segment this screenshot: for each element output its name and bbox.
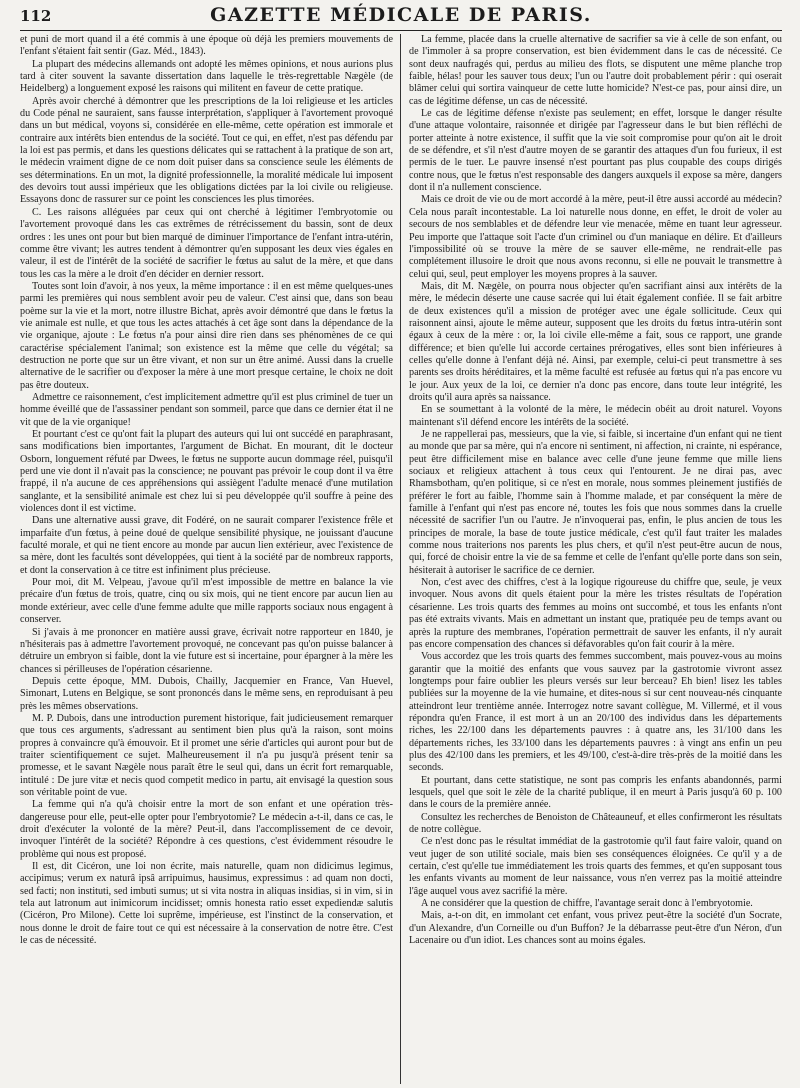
paragraph: La plupart des médecins allemands ont adopté les mêmes opinions, et nous aurions plus tard à citer souvent la savante dissertation dans laquelle le très-regrettable Nægèle (de Heidelberg) a longuement exposé les raisons qui militent en faveur de cette pratique.: [20, 58, 393, 95]
left-column: [20, 34, 400, 1084]
page-header: [20, 0, 782, 30]
paragraph: Après avoir cherché à démontrer que les prescriptions de la loi religieuse et les articles du Code pénal ne sauraient, sans fausse interprétation, s'appliquer à l'avortement provoqué dans un but médical, voyons si, considérée en elle-même, cette opération est immorale et contraire aux intérêts bien entendus de la société. Tout ce qui, en effet, n'est pas défendu par la loi est pas permis, et dans les questions délicates qui se rattachent à la pratique de son art, le médecin vraiment digne de ce nom doit puiser dans sa conscience seule les éléments de ses déterminations. En un mot, la dignité professionnelle, la moralité médicale lui imposent des devoirs tout aussi impérieux que les obligations dictées par la loi civile ou religieuse. Essayons donc de rassurer sur ce point les consciences les plus timorées.: [20, 95, 393, 206]
running-title: GAZETTE MÉDICALE DE PARIS.: [210, 4, 592, 26]
paragraph: En se soumettant à la volonté de la mère, le médecin obéit au droit naturel. Voyons maintenant s'il défend encore les intérêts de la société.: [409, 404, 782, 428]
paragraph: Et pourtant, dans cette statistique, ne sont pas compris les enfants abandonnés, parmi lesquels, quel que soit le zèle de la charité publique, il en meurt à Paris jusqu'à 60 p. 100 dans le cours de la première année.: [409, 774, 782, 811]
paragraph: et puni de mort quand il a été commis à une époque où déjà les premiers mouvements de l'enfant s'étaient fait sentir (Gaz. Méd., 1843).: [20, 34, 393, 58]
paragraph: Je ne rappellerai pas, messieurs, que la vie, si faible, si incertaine d'un enfant qui ne tient au monde que par sa mère, qui n'a encore ni sentiment, ni affection, ni crainte, ni espérance, peut être difficilement mise en balance avec celle d'une jeune femme que mille liens sociaux et religieux attachent à tous ceux qui l'entourent. Je ne dirai pas, avec Rhamsbotham, qu'en politique, si ce n'est en morale, nous sommes pleinement justifiés de préférer le fort au faible, l'homme sain à l'homme malade, et par conséquent la mère de famille à l'enfant qui n'est pas encore né, toutes les fois que nous sommes dans la cruelle nécessité de sacrifier l'un ou l'autre. Je n'invoquerai pas, enfin, le plus ancien de tous les principes de morale, la base de toute justice médicale, c'est qu'il faut traiter les malades comme nous traiterions nos parents les plus chers, et qu'il n'est peut-être aucun de nous, qui, forcé de choisir entre la vie de sa femme et celle de l'enfant qu'elle porte dans son sein, hésiterait à autoriser le sacrifice de ce dernier.: [409, 429, 782, 576]
text-columns: [20, 34, 782, 1084]
paragraph: Dans une alternative aussi grave, dit Fodéré, on ne saurait comparer l'existence frêle et imparfaite d'un fœtus, à peine doué de quelque sensibilité physique, ne jouissant d'aucune faculté morale, et qui ne tient encore au monde par aucun lien extérieur, avec l'existence de sa mère, dont les facultés sont développées, qui tient à la société par de nombreux rapports, et dont la conservation à ce titre est infiniment plus précieuse.: [20, 515, 393, 576]
paragraph: Admettre ce raisonnement, c'est implicitement admettre qu'il est plus criminel de tuer un homme éveillé que de l'assassiner pendant son sommeil, parce que dans ce dernier état il ne vit que de la vie organique!: [20, 391, 393, 428]
paragraph: Non, c'est avec des chiffres, c'est à la logique rigoureuse du chiffre que, seule, je veux invoquer. Nous avons dit quels étaient pour la mère les tristes résultats de l'opération césarienne. Les trois quarts des femmes au moins ont succombé, et tous les enfants n'ont pas été extraits vivants. Mais en admettant un instant que, pratiquée peu de temps avant ou après la rupture des membranes, l'opération permettrait de sauver les enfants, il n'y aurait pas encore compensation des chances si défavorables qu'on fait courir à la mère.: [409, 577, 782, 650]
paragraph: Le cas de légitime défense n'existe pas seulement; en effet, lorsque le danger résulte d'une attaque volontaire, raisonnée et dirigée par l'agresseur dans le but bien réfléchi de porter atteinte à notre existence, il suffit que la vie soit compromise pour qu'on ait le droit de se défendre, et s'il n'est d'autre moyen de se garantir des attaques d'un fou furieux, il est permis de le tuer. Le pauvre insensé n'est pourtant pas plus coupable des coups dirigés contre nous, que le fœtus n'est responsable des dangers auxquels il expose sa mère, dangers dont il n'a nullement conscience.: [409, 108, 782, 194]
paragraph: A ne considérer que la question de chiffre, l'avantage serait donc à l'embryotomie.: [421, 898, 753, 910]
paragraph: Pour moi, dit M. Velpeau, j'avoue qu'il m'est impossible de mettre en balance la vie précaire d'un fœtus de trois, quatre, cinq ou six mois, qui ne tient encore par aucun lien au monde extérieur, avec celle d'une femme adulte que mille rapports sociaux nous engagent à conserver.: [20, 577, 393, 626]
paragraph: Et pourtant c'est ce qu'ont fait la plupart des auteurs qui lui ont succédé en paraphrasant, sans modifications bien importantes, l'argument de Bichat. En mourant, dit le docteur Osborn, longuement réfuté par Dwees, le fœtus ne supporte aucun dommage réel, puisqu'il perd une vie dont il n'avait pas la conscience; ne pouvant pas prévoir le coup dont il va être frappé, il n'a aucune de ces appréhensions qui assiègent l'adulte menacé d'une mutilation sanglante, et la sensibilité animale est chez lui si peu développée qu'il souffre à peine des violences dont il est victime.: [20, 429, 393, 515]
paragraph: Il est, dit Cicéron, une loi non écrite, mais naturelle, quam non didicimus legimus, accipimus; verum ex naturâ ipsâ arripuimus, hausimus, expressimus : ad quam non docti, sed facti; non instituti, sed imbuti sumus; ut si vita nostra in aliquas insidias, si in vim, si in tela aut latronum aut inimicorum incidisset; omnis honesta ratio esset expediendæ salutis (Cicéron, Pro Milone). Cette loi suprême, impérieuse, est l'instinct de la conservation, et nous donne le droit de faire tout ce qui est nécessaire à la conservation de notre être. C'est le cas de nécessité.: [20, 861, 393, 947]
paragraph: Vous accordez que les trois quarts des femmes succombent, mais pouvez-vous au moins garantir que la moitié des enfants que vous sauvez par la gastrotomie vivront assez longtemps pour faire oublier les pleurs versés sur leur berceau? Eh bien! lisez les tables publiées sur la moyenne de la vie humaine, et dites-nous si sur cent nouveau-nés cinquante atteindront leur trentième année. Interrogez notre savant collègue, M. Villermé, et il vous répondra qu'en France, il est mort à un an 20/100 des individus dans les départements riches, les 22/100 dans les départements pauvres : à quatre ans, les 31/100 dans les départements riches, les 33/100 dans les départements pauvres : à vingt ans enfin un peu plus des 42/100 dans les premiers, et les 49/100, c'est-à-dire très-près de la moitié dans les seconds.: [409, 651, 782, 774]
paragraph: Mais ce droit de vie ou de mort accordé à la mère, peut-il être aussi accordé au médecin? Cela nous paraît incontestable. La loi naturelle nous donne, en effet, le droit de voler au secours de nos semblables et de défendre leur vie menacée, même en tuant leur agresseur. Peu importe que l'attaque soit l'acte d'un criminel ou d'un maniaque en délire. Et d'ailleurs l'impossibilité où se trouve la mère de se sauver elle-même, ne rendrait-elle pas complétement illusoire le droit que nous avons reconnu, si elle ne pouvait le transmettre à celui qui, seul, peut employer les moyens propres à la sauver.: [409, 194, 782, 280]
page-number: 112: [20, 7, 52, 25]
paragraph: Mais, dit M. Nægèle, on pourra nous objecter qu'en sacrifiant ainsi aux intérêts de la mère, le médecin déserte une cause sacrée qui lui était également confiée. Il se fait arbitre de deux existences qu'il a mission de protéger avec une égale sollicitude. Ceux qui raisonnent ainsi, ajoute le même auteur, supposent que les droits du fœtus intra-utérin sont égaux à ceux de la mère : or, la loi civile elle-même a fait, sous ce rapport, une grande différence; et bien qu'elle lui accorde certaines prérogatives, elles sont bien inférieures à celles qu'elle donne à l'enfant déjà né. Ainsi, par exemple, celui-ci peut transmettre à ses parents ses droits héréditaires, et la même faculté est refusée au fœtus qui n'a pas encore vu le jour. Aux yeux de la loi, ce dernier n'a donc pas encore, dans toute leur intégrité, les droits qu'il aura après sa naissance.: [409, 280, 782, 403]
paragraph: Mais, a-t-on dit, en immolant cet enfant, vous privez peut-être la société d'un Socrate, d'un Alexandre, d'un Corneille ou d'un Buffon? Je la débarrasse peut-être d'un Néron, d'un Lacenaire ou d'un idiot. Les chances sont au moins égales.: [409, 910, 782, 947]
paragraph: Toutes sont loin d'avoir, à nos yeux, la même importance : il en est même quelques-unes parmi les premières qui nous semblent avoir peu de valeur. C'est ainsi que, dans son beau poème sur la vie et la mort, notre illustre Bichat, après avoir démontré que dans le fœtus la vie animale est nulle, et que tous les actes attachés à cet âge sont dans la dépendance de la vie organique, ajoute : Le fœtus n'a pour ainsi dire rien dans ses phénomènes de ce qui caractérise spécialement l'animal; son existence est la même que celle du végétal; sa destruction ne porte que sur un être vivant, et non sur un être animé. Aussi dans la cruelle alternative de le sacrifier ou d'exposer la mère à une mort presque certaine, le choix ne doit pas être douteux.: [20, 280, 393, 391]
paragraph: Si j'avais à me prononcer en matière aussi grave, écrivait notre rapporteur en 1840, je n'hésiterais pas à admettre l'avortement provoqué, ne concevant pas qu'on puisse balancer à détruire un embryon si faible, dont la vie future est si incertaine, pour épargner à la mère les chances si périlleuses de l'opération césarienne.: [20, 626, 393, 675]
paragraph: C. Les raisons alléguées par ceux qui ont cherché à légitimer l'embryotomie ou l'avortement provoqué dans les cas extrêmes de rétrécissement du bassin, sont de deux ordres : les unes ont pour but bien marqué de diminuer l'importance de l'enfant intra-utérin, comme être vivant; les autres tendent à démontrer qu'en supposant les deux vies égales en valeur, il est de l'intérêt de la société de sacrifier le fœtus au salut de la mère, et que dans tous les cas la mère a le droit d'en décider en dernier ressort.: [20, 206, 393, 280]
paragraph: La femme, placée dans la cruelle alternative de sacrifier sa vie à celle de son enfant, ou de l'immoler à sa propre conservation, est bien évidemment dans le cas de nécessité. Ce sont deux naufragés qui, perdus au milieu des flots, se disputent une même planche trop faible, hélas! pour les sauver tous deux; l'un ou l'autre doit probablement périr : qui oserait blâmer celui qui sortira vainqueur de cette lutte homicide? N'est-ce pas, pour ainsi dire, un cas de légitime défense, un cas de nécessité.: [409, 34, 782, 107]
right-column: [400, 34, 782, 1084]
header-rule: [20, 30, 782, 31]
paragraph: Depuis cette époque, MM. Dubois, Chailly, Jacquemier en France, Van Huevel, Simonart, Lutens en Belgique, se sont prononcés dans le même sens, en reproduisant à peu près les mêmes observations.: [20, 675, 393, 712]
paragraph: M. P. Dubois, dans une introduction purement historique, fait judicieusement remarquer que tous ces arguments, s'adressant au sentiment bien plus qu'à la raison, sont moins propres à convaincre qu'à émouvoir. Et il promet une série d'articles qui auront pour but de traiter scientifiquement ce sujet. Malheureusement il n'a pu jusqu'à présent tenir sa promesse, et le savant Nægèle nous paraît être le seul qui, dans un écrit fort remarquable, intitulé : De jure vitæ et necis quod competit medico in partu, ait envisagé la question sous son véritable point de vue.: [20, 712, 393, 798]
paragraph: Ce n'est donc pas le résultat immédiat de la gastrotomie qu'il faut faire valoir, quand on veut juger de son utilité sociale, mais bien ses conséquences éloignées. Ce qu'il y a de certain, c'est qu'elle tue immédiatement les trois quarts des femmes, et qu'en supposant tous les enfants vivants au moment de leur naissance, vous n'en verrez pas la moitié atteindre l'âge auquel vous avez sacrifié la mère.: [409, 836, 782, 897]
paragraph: La femme qui n'a qu'à choisir entre la mort de son enfant et une opération très-dangereuse pour elle, peut-elle opter pour l'embryotomie? Le médecin a-t-il, dans ce cas, le droit d'exécuter la volonté de la mère? Peut-il, dans l'accomplissement de ce devoir, invoquer l'intérêt de la société? Répondre à ces questions, c'est évidemment résoudre le problème qui nous est proposé.: [20, 799, 393, 860]
paragraph: Consultez les recherches de Benoiston de Châteauneuf, et elles confirmeront les résultats de notre collègue.: [409, 811, 782, 835]
